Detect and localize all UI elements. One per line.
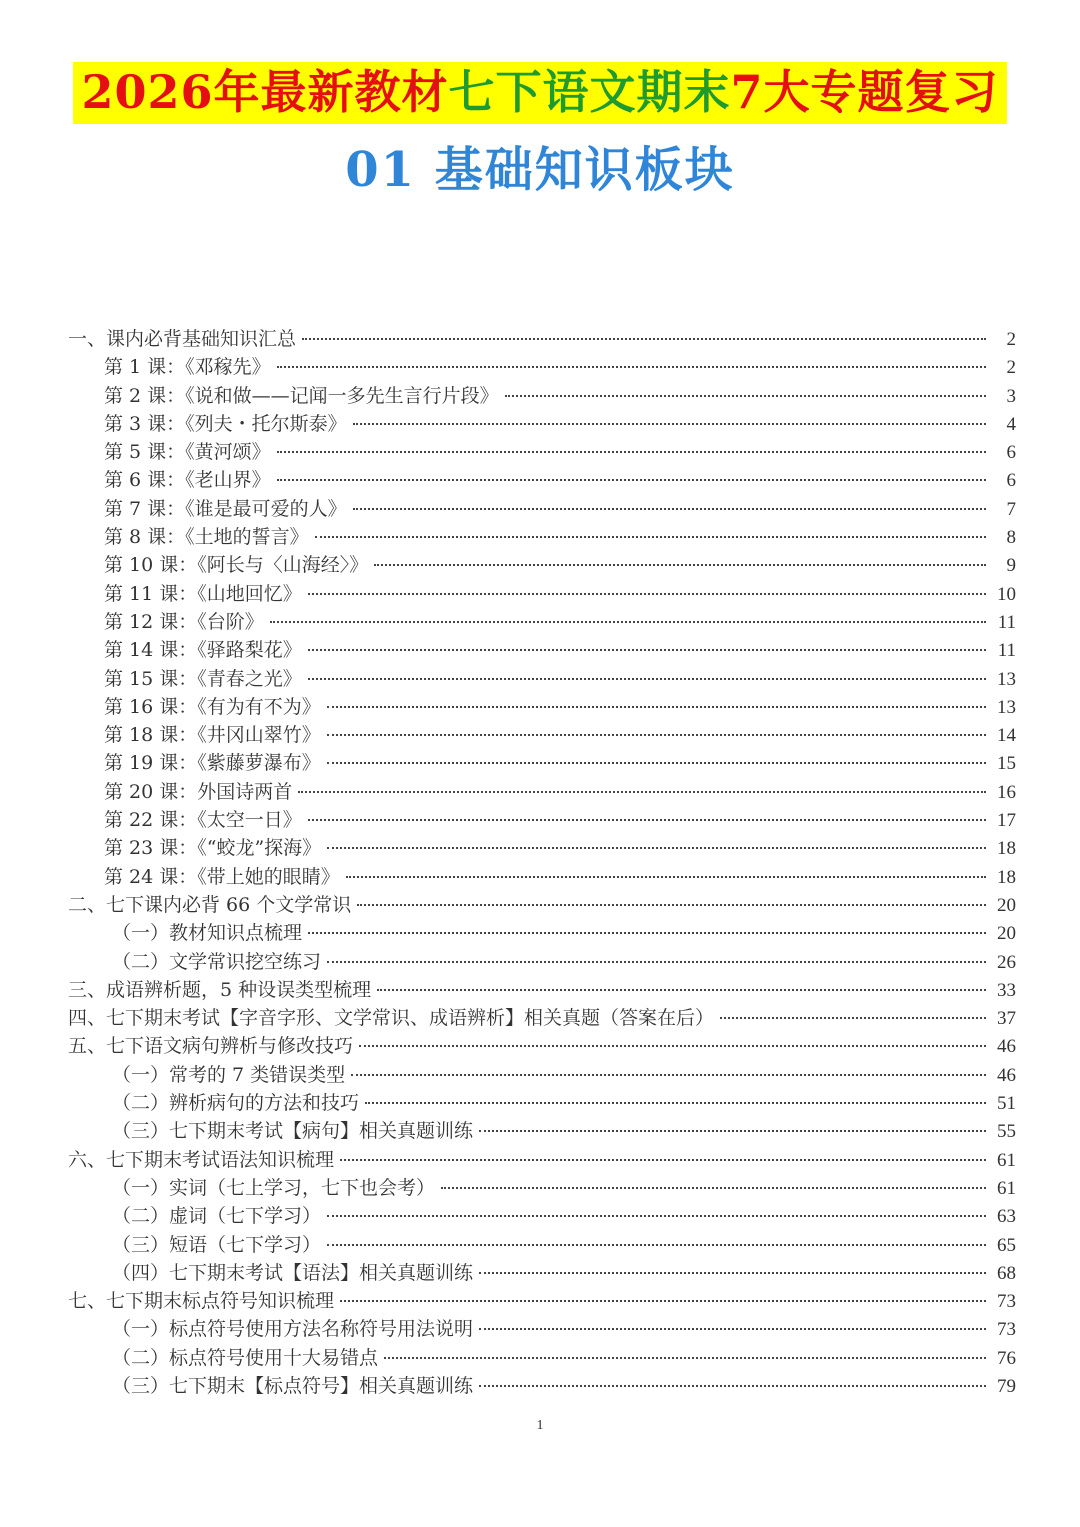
toc-entry-page: 9 bbox=[1006, 555, 1016, 577]
toc-entry-page: 20 bbox=[997, 894, 1016, 916]
toc-dot-leader bbox=[302, 338, 986, 340]
toc-entry-page: 14 bbox=[997, 725, 1016, 747]
toc-dot-leader bbox=[441, 1187, 986, 1189]
toc-entry-label: （一）实词（七上学习，七下也会考） bbox=[112, 1176, 436, 1199]
toc-dot-leader bbox=[308, 678, 986, 680]
toc-entry-page: 73 bbox=[997, 1291, 1016, 1313]
toc-entry-label: 六、七下期末考试语法知识梳理 bbox=[68, 1148, 335, 1171]
toc-dot-leader bbox=[308, 649, 986, 651]
toc-entry[interactable] bbox=[68, 1202, 1016, 1230]
toc-entry[interactable] bbox=[68, 1287, 1016, 1315]
toc-entry-page: 17 bbox=[997, 810, 1016, 832]
toc-dot-leader bbox=[365, 1102, 986, 1104]
toc-dot-leader bbox=[479, 1272, 986, 1274]
toc-entry-label: 第 18 课：《井冈山翠竹》 bbox=[104, 724, 321, 747]
toc-entry-label: （三）七下期末考试【病句】相关真题训练 bbox=[112, 1120, 474, 1143]
toc-dot-leader bbox=[374, 564, 986, 566]
toc-entry-label: 第 7 课：《谁是最可爱的人》 bbox=[104, 497, 347, 520]
toc-entry[interactable] bbox=[68, 1089, 1016, 1117]
toc-dot-leader bbox=[298, 791, 986, 793]
toc-entry-label: 第 12 课：《台阶》 bbox=[104, 610, 264, 633]
toc-dot-leader bbox=[327, 1215, 986, 1217]
toc-entry[interactable] bbox=[68, 948, 1016, 976]
toc-entry-label: 第 23 课：《“蛟龙”探海》 bbox=[104, 837, 322, 860]
toc-entry-page: 4 bbox=[1006, 413, 1016, 435]
toc-entry[interactable] bbox=[68, 1117, 1016, 1145]
toc-entry-page: 33 bbox=[997, 979, 1016, 1001]
toc-entry[interactable] bbox=[68, 834, 1016, 862]
toc-entry-label: （三）短语（七下学习） bbox=[112, 1233, 322, 1256]
toc-entry[interactable] bbox=[68, 1259, 1016, 1287]
toc-dot-leader bbox=[277, 451, 986, 453]
toc-entry[interactable] bbox=[68, 551, 1016, 579]
toc-entry-label: 第 3 课：《列夫・托尔斯泰》 bbox=[104, 412, 347, 435]
toc-entry-page: 13 bbox=[997, 668, 1016, 690]
toc-entry[interactable] bbox=[68, 1315, 1016, 1343]
toc-entry-label: 第 10 课：《阿长与〈山海经〉》 bbox=[104, 554, 369, 577]
toc-entry[interactable] bbox=[68, 523, 1016, 551]
toc-entry[interactable] bbox=[68, 410, 1016, 438]
toc-entry-page: 46 bbox=[997, 1064, 1016, 1086]
toc-entry[interactable] bbox=[68, 863, 1016, 891]
toc-entry-page: 18 bbox=[997, 866, 1016, 888]
toc-entry[interactable] bbox=[68, 1344, 1016, 1372]
toc-dot-leader bbox=[340, 1300, 986, 1302]
toc-entry[interactable] bbox=[68, 749, 1016, 777]
toc-entry-label: 五、七下语文病句辨析与修改技巧 bbox=[68, 1035, 354, 1058]
toc-entry[interactable] bbox=[68, 1231, 1016, 1259]
toc-entry-label: 第 22 课：《太空一日》 bbox=[104, 809, 302, 832]
toc-entry-label: 三、成语辨析题，5 种设误类型梳理 bbox=[68, 978, 372, 1001]
toc-entry-label: （三）七下期末【标点符号】相关真题训练 bbox=[112, 1374, 474, 1397]
toc-entry-page: 18 bbox=[997, 838, 1016, 860]
toc-entry-page: 6 bbox=[1006, 470, 1016, 492]
toc-dot-leader bbox=[353, 423, 986, 425]
toc-dot-leader bbox=[327, 961, 986, 963]
title-part-red: 2026年最新教材 bbox=[81, 65, 449, 119]
toc-dot-leader bbox=[479, 1130, 986, 1132]
toc-dot-leader bbox=[327, 762, 986, 764]
title-part-red-2: 7大专题复习 bbox=[730, 65, 999, 119]
toc-entry-label: 一、课内必背基础知识汇总 bbox=[68, 328, 297, 350]
toc-dot-leader bbox=[357, 904, 986, 906]
toc-dot-leader bbox=[308, 593, 986, 595]
toc-entry-page: 20 bbox=[997, 923, 1016, 945]
toc-entry-label: 第 2 课：《说和做——记闻一多先生言行片段》 bbox=[104, 384, 499, 407]
toc-entry[interactable] bbox=[68, 1004, 1016, 1032]
toc-entry-label: 七、七下期末标点符号知识梳理 bbox=[68, 1290, 335, 1313]
toc-entry-label: （二）标点符号使用十大易错点 bbox=[112, 1346, 379, 1369]
toc-entry-label: （四）七下期末考试【语法】相关真题训练 bbox=[112, 1261, 474, 1284]
toc-entry-page: 2 bbox=[1006, 357, 1016, 379]
toc-dot-leader bbox=[277, 479, 986, 481]
toc-entry-page: 37 bbox=[997, 1008, 1016, 1030]
toc-entry-page: 51 bbox=[997, 1093, 1016, 1115]
toc-entry-label: 二、七下课内必背 66 个文学常识 bbox=[68, 893, 352, 916]
toc-entry-label: （一）常考的 7 类错误类型 bbox=[112, 1063, 346, 1086]
toc-entry[interactable] bbox=[68, 1146, 1016, 1174]
toc-entry[interactable] bbox=[68, 721, 1016, 749]
toc-entry[interactable] bbox=[68, 580, 1016, 608]
toc-entry-label: （一）教材知识点梳理 bbox=[112, 922, 303, 945]
toc-entry-page: 13 bbox=[997, 696, 1016, 718]
toc-entry-page: 15 bbox=[997, 753, 1016, 775]
toc-dot-leader bbox=[346, 876, 986, 878]
toc-entry-page: 55 bbox=[997, 1121, 1016, 1143]
toc-entry-page: 76 bbox=[997, 1347, 1016, 1369]
toc-entry-page: 16 bbox=[997, 781, 1016, 803]
toc-entry-label: 第 8 课：《土地的誓言》 bbox=[104, 526, 309, 549]
toc-entry-page: 3 bbox=[1006, 385, 1016, 407]
toc-entry-page: 61 bbox=[997, 1149, 1016, 1171]
toc-entry-page: 46 bbox=[997, 1036, 1016, 1058]
toc-dot-leader bbox=[315, 536, 986, 538]
toc-dot-leader bbox=[384, 1357, 986, 1359]
subtitle-wrap bbox=[0, 140, 1080, 200]
toc-entry[interactable] bbox=[68, 636, 1016, 664]
toc-entry-page: 11 bbox=[997, 611, 1016, 633]
toc-entry-label: 第 20 课：外国诗两首 bbox=[104, 780, 293, 803]
toc-entry-label: 第 14 课：《驿路梨花》 bbox=[104, 639, 302, 662]
toc-entry-page: 79 bbox=[997, 1375, 1016, 1397]
toc-entry-page: 65 bbox=[997, 1234, 1016, 1256]
toc-dot-leader bbox=[308, 932, 986, 934]
toc-entry[interactable] bbox=[68, 608, 1016, 636]
toc-entry-page: 11 bbox=[997, 640, 1016, 662]
toc-dot-leader bbox=[327, 734, 986, 736]
toc-entry-page: 2 bbox=[1006, 329, 1016, 350]
toc-entry[interactable] bbox=[68, 495, 1016, 523]
toc-dot-leader bbox=[505, 395, 986, 397]
toc-entry-label: 第 15 课：《青春之光》 bbox=[104, 667, 302, 690]
toc-entry-label: （二）辨析病句的方法和技巧 bbox=[112, 1092, 360, 1115]
toc-entry-label: 第 24 课：《带上她的眼睛》 bbox=[104, 865, 340, 888]
toc-dot-leader bbox=[353, 508, 986, 510]
toc-entry-label: （二）文学常识挖空练习 bbox=[112, 950, 322, 973]
toc-dot-leader bbox=[327, 706, 986, 708]
toc-entry[interactable] bbox=[68, 976, 1016, 1004]
toc-entry-label: 第 19 课：《紫藤萝瀑布》 bbox=[104, 752, 321, 775]
toc-dot-leader bbox=[308, 819, 986, 821]
toc-dot-leader bbox=[351, 1074, 986, 1076]
toc-entry-page: 7 bbox=[1006, 498, 1016, 520]
toc-entry-page: 68 bbox=[997, 1262, 1016, 1284]
toc-entry[interactable] bbox=[68, 438, 1016, 466]
toc-entry-label: 第 6 课：《老山界》 bbox=[104, 469, 271, 492]
toc-entry-label: 第 16 课：《有为有不为》 bbox=[104, 695, 321, 718]
toc-dot-leader bbox=[479, 1328, 986, 1330]
toc-entry-page: 61 bbox=[997, 1177, 1016, 1199]
toc-dot-leader bbox=[277, 366, 986, 368]
title-part-green: 七下语文期末 bbox=[448, 65, 731, 119]
toc-entry[interactable] bbox=[68, 382, 1016, 410]
toc-entry-label: 第 5 课：《黄河颂》 bbox=[104, 441, 271, 464]
toc-entry-label: （一）标点符号使用方法名称符号用法说明 bbox=[112, 1318, 474, 1341]
toc-dot-leader bbox=[720, 1017, 986, 1019]
page-number: 1 bbox=[536, 1418, 544, 1433]
toc-entry-page: 6 bbox=[1006, 442, 1016, 464]
toc-entry[interactable] bbox=[68, 1032, 1016, 1060]
document-title-wrap bbox=[0, 62, 1080, 124]
toc-dot-leader bbox=[270, 621, 986, 623]
toc-entry-page: 8 bbox=[1006, 527, 1016, 549]
toc-entry-page: 73 bbox=[997, 1319, 1016, 1341]
toc-dot-leader bbox=[340, 1159, 986, 1161]
document-title bbox=[73, 62, 1006, 124]
toc-entry[interactable] bbox=[68, 693, 1016, 721]
toc-dot-leader bbox=[327, 1244, 986, 1246]
toc-entry[interactable] bbox=[68, 665, 1016, 693]
toc-dot-leader bbox=[327, 847, 986, 849]
toc-entry[interactable] bbox=[68, 1061, 1016, 1089]
toc-entry[interactable] bbox=[68, 353, 1016, 381]
document-subtitle: 01 基础知识板块 bbox=[345, 142, 735, 198]
toc-entry-label: 第 11 课：《山地回忆》 bbox=[104, 582, 302, 605]
toc-entry[interactable] bbox=[68, 806, 1016, 834]
toc-entry-page: 63 bbox=[997, 1206, 1016, 1228]
toc-entry[interactable] bbox=[68, 778, 1016, 806]
toc-entry-label: （二）虚词（七下学习） bbox=[112, 1205, 322, 1228]
table-of-contents bbox=[68, 325, 1016, 1400]
toc-entry-page: 26 bbox=[997, 951, 1016, 973]
toc-entry-page: 10 bbox=[997, 583, 1016, 605]
toc-entry[interactable] bbox=[68, 919, 1016, 947]
toc-dot-leader bbox=[479, 1385, 986, 1387]
toc-entry[interactable] bbox=[68, 466, 1016, 494]
toc-entry-label: 第 1 课：《邓稼先》 bbox=[104, 356, 271, 379]
toc-entry[interactable] bbox=[68, 1174, 1016, 1202]
toc-entry[interactable] bbox=[68, 891, 1016, 919]
toc-entry[interactable] bbox=[68, 325, 1016, 353]
toc-entry-label: 四、七下期末考试【字音字形、文学常识、成语辨析】相关真题（答案在后） bbox=[68, 1007, 715, 1030]
toc-dot-leader bbox=[377, 989, 986, 991]
toc-dot-leader bbox=[359, 1045, 986, 1047]
toc-entry[interactable] bbox=[68, 1372, 1016, 1400]
